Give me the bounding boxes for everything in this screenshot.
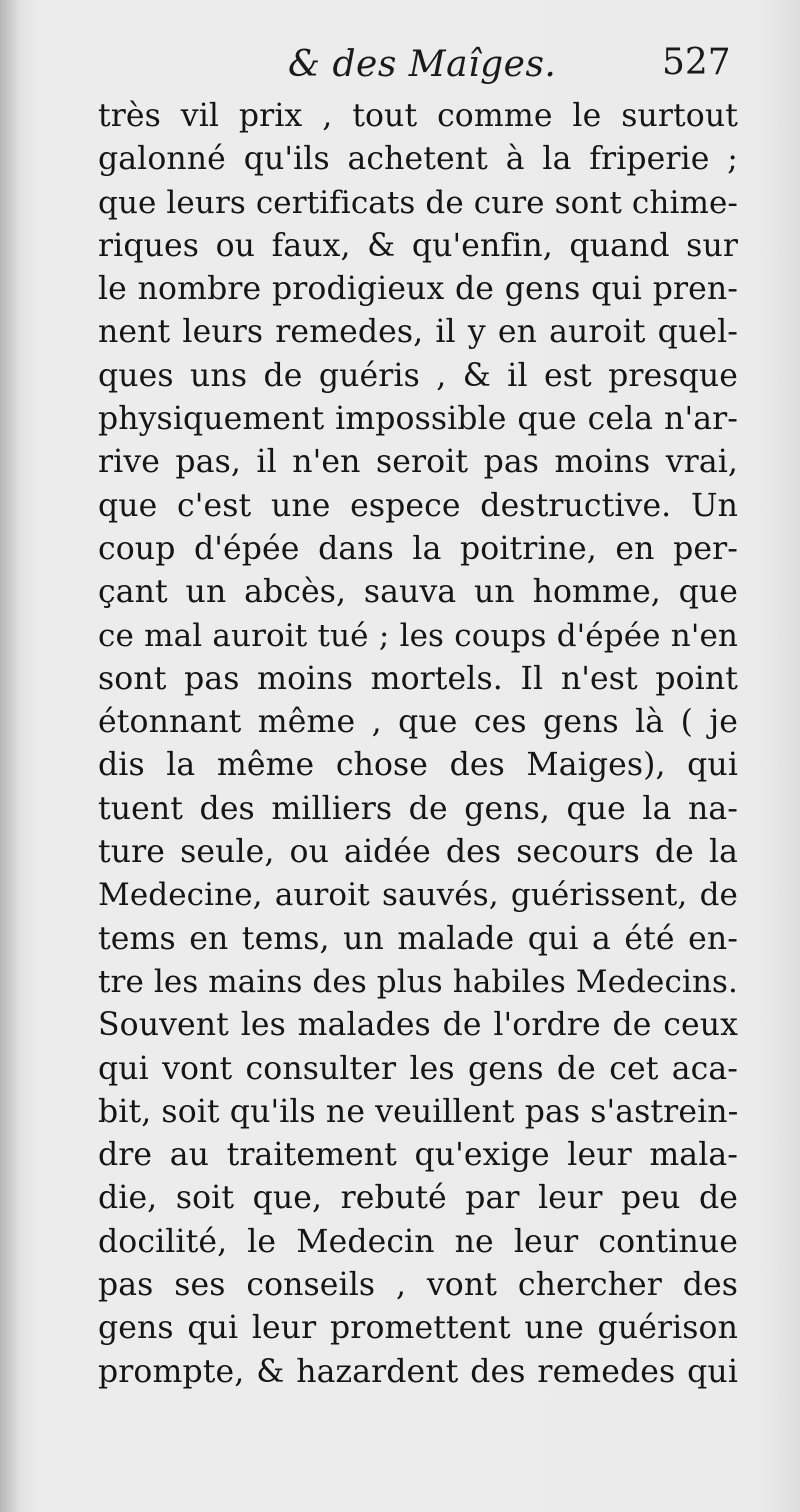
- text-line: que leurs certificats de cure sont chime-: [98, 184, 738, 221]
- binding-shadow: [0, 0, 22, 1512]
- text-line: prompte, & hazardent des remedes qui: [98, 1353, 738, 1390]
- text-line: que c'est une espece destructive. Un: [98, 487, 738, 524]
- text-line: sont pas moins mortels. Il n'est point: [98, 660, 738, 697]
- text-line: ture seule, ou aidée des secours de la: [98, 834, 738, 871]
- page-number: 527: [662, 42, 731, 83]
- text-line: riques ou faux, & qu'enfin, quand sur: [98, 227, 738, 264]
- running-head: [0, 42, 800, 92]
- text-line: nent leurs remedes, il y en auroit quel-: [98, 314, 738, 351]
- text-line: le nombre prodigieux de gens qui pren-: [98, 271, 738, 308]
- text-line: ce mal auroit tué ; les coups d'épée n'en: [98, 617, 738, 654]
- text-line: qui vont consulter les gens de cet aca-: [98, 1050, 738, 1087]
- text-line: rive pas, il n'en seroit pas moins vrai,: [98, 444, 738, 481]
- text-line: dre au traitement qu'exige leur mala-: [98, 1137, 738, 1174]
- text-line: tre les mains des plus habiles Medecins.: [98, 963, 738, 1000]
- body-text: [98, 95, 738, 1394]
- text-line: étonnant même , que ces gens là ( je: [98, 704, 738, 741]
- text-line: çant un abcès, sauva un homme, que: [98, 574, 738, 611]
- text-line: docilité, le Medecin ne leur continue: [98, 1223, 738, 1260]
- text-line: pas ses conseils , vont chercher des: [98, 1267, 738, 1304]
- text-line: physiquement impossible que cela n'ar-: [98, 401, 738, 438]
- text-line: ques uns de guéris , & il est presque: [98, 357, 738, 394]
- text-line: tems en tems, un malade qui a été en-: [98, 920, 738, 957]
- text-line: tuent des milliers de gens, que la na-: [98, 790, 738, 827]
- text-line: die, soit que, rebuté par leur peu de: [98, 1180, 738, 1217]
- text-line: galonné qu'ils achetent à la friperie ;: [98, 141, 738, 178]
- text-line: bit, soit qu'ils ne veuillent pas s'astrein-: [98, 1093, 738, 1130]
- text-line: Medecine, auroit sauvés, guérissent, de: [98, 877, 738, 914]
- running-head-title: & des Maîges.: [288, 44, 557, 85]
- text-line: Souvent les malades de l'ordre de ceux: [98, 1007, 738, 1044]
- text-line: dis la même chose des Maiges), qui: [98, 747, 738, 784]
- text-line: coup d'épée dans la poitrine, en per-: [98, 530, 738, 567]
- text-line: très vil prix , tout comme le surtout: [98, 98, 738, 134]
- text-line: gens qui leur promettent une guérison: [98, 1310, 738, 1347]
